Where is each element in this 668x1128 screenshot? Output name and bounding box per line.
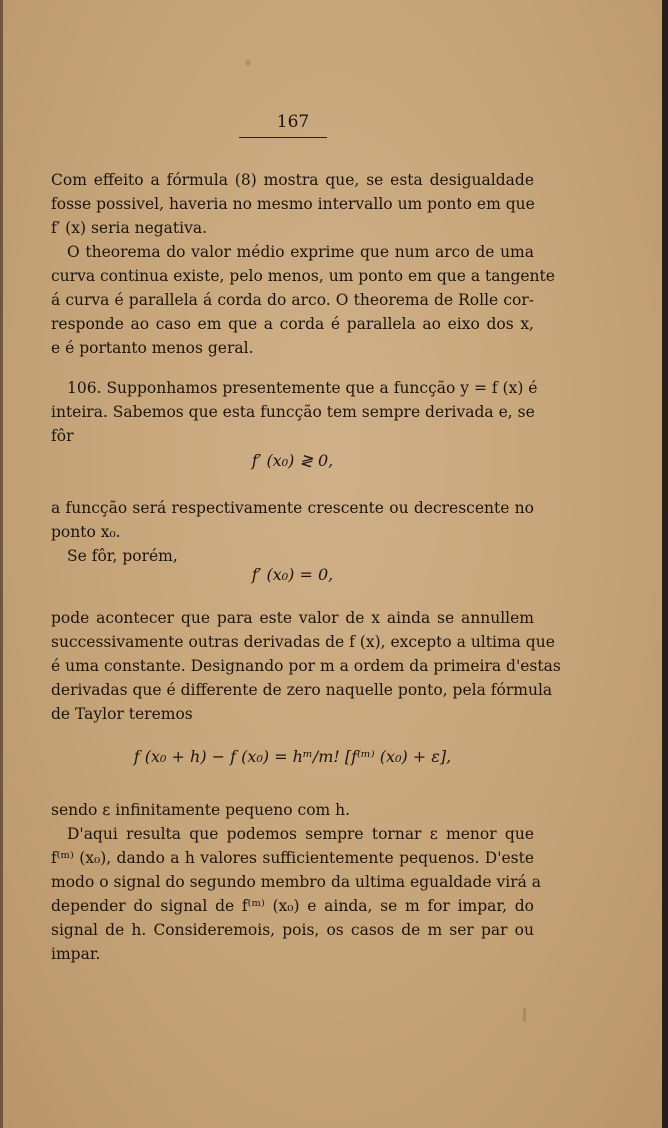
text-line: e é portanto menos geral. xyxy=(51,339,254,357)
formula-taylor: f (x₀ + h) − f (x₀) = hᵐ/m! [f⁽ᵐ⁾ (x₀) + ε], xyxy=(133,747,452,766)
text-line: D'aqui resulta que podemos sempre tornar ε menor que xyxy=(67,825,534,843)
header-rule xyxy=(239,137,327,138)
ink-spot xyxy=(523,1008,526,1022)
text-line: Com effeito a fórmula (8) mostra que, se esta desigualdade xyxy=(51,171,534,189)
ink-spot xyxy=(245,60,251,66)
text-line: fosse possivel, haveria no mesmo intervallo um ponto em que xyxy=(51,195,535,213)
text-line: derivadas que é differente de zero naquelle ponto, pela fórmula xyxy=(51,681,553,699)
text-line: f⁽ᵐ⁾ (x₀), dando a h valores sufficientemente pequenos. D'este xyxy=(51,849,534,867)
text-line: successivamente outras derivadas de f (x), excepto a ultima que xyxy=(51,633,555,651)
text-line: é uma constante. Designando por m a ordem da primeira d'estas xyxy=(51,657,561,675)
text-line: O theorema do valor médio exprime que num arco de uma xyxy=(67,243,534,261)
text-line: pode acontecer que para este valor de x ainda se annullem xyxy=(51,609,534,627)
text-line: á curva é parallela á corda do arco. O theorema de Rolle cor- xyxy=(51,291,534,309)
text-line: Se fôr, porém, xyxy=(67,547,178,565)
text-line: fôr xyxy=(51,427,74,445)
text-line: responde ao caso em que a corda é parallela ao eixo dos x, xyxy=(51,315,534,333)
text-line: ponto x₀. xyxy=(51,523,121,541)
formula-zero-derivative: f′ (x₀) = 0, xyxy=(251,565,334,584)
text-line: impar. xyxy=(51,945,101,963)
text-line: depender do signal de f⁽ᵐ⁾ (x₀) e ainda, se m for impar, do xyxy=(51,897,534,915)
text-line: de Taylor teremos xyxy=(51,705,193,723)
text-line: f′ (x) seria negativa. xyxy=(51,219,208,237)
text-line: sendo ε infinitamente pequeno com h. xyxy=(51,801,351,819)
page-number: 167 xyxy=(276,112,310,132)
formula-inequality: f′ (x₀) ≷ 0, xyxy=(251,451,334,470)
text-line: a funcção será respectivamente crescente ou decrescente no xyxy=(51,499,534,517)
text-line: modo o signal do segundo membro da ultima egualdade virá a xyxy=(51,873,542,891)
text-line: signal de h. Consideremois, pois, os casos de m ser par ou xyxy=(51,921,534,939)
text-line: curva continua existe, pelo menos, um ponto em que a tangente xyxy=(51,267,555,285)
text-line: inteira. Sabemos que esta funcção tem sempre derivada e, se xyxy=(51,403,535,421)
section-line: 106. Supponhamos presentemente que a funcção y = f (x) é xyxy=(67,379,538,397)
